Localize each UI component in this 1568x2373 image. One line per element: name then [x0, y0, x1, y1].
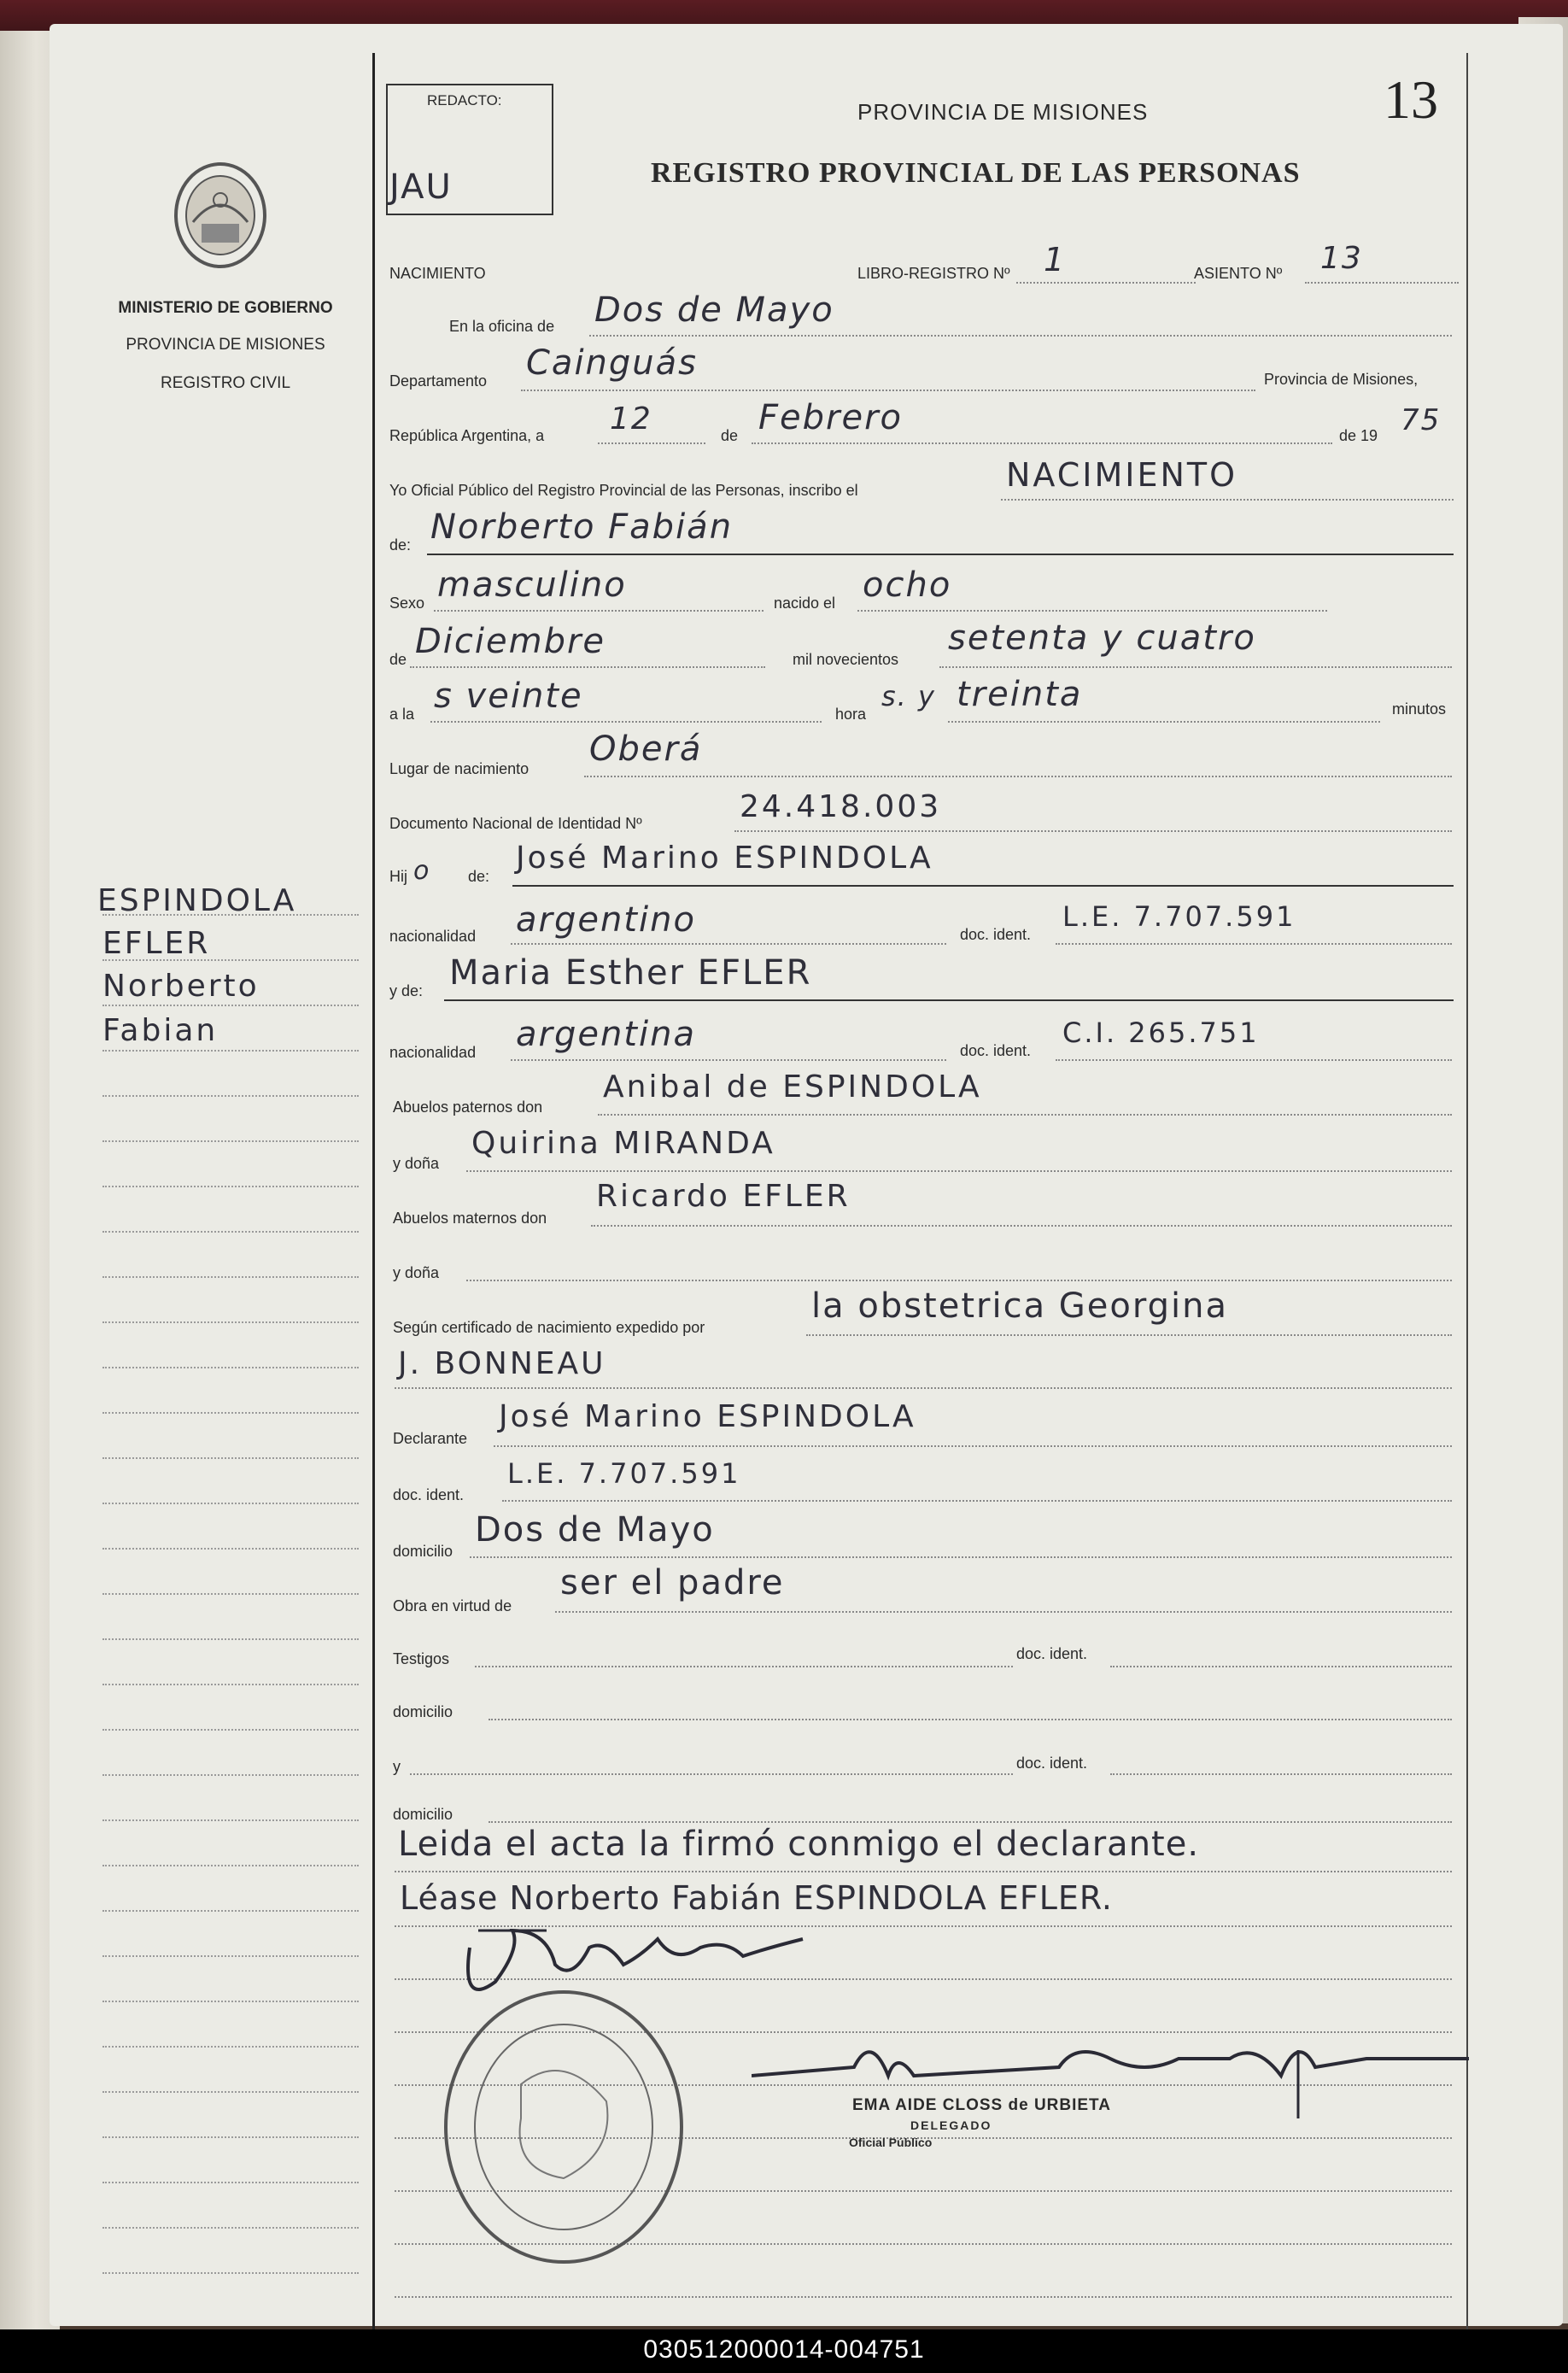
- abuela-mat-label: y doña: [393, 1264, 440, 1281]
- madre-nac-value: argentina: [516, 1015, 696, 1054]
- lugar-label: Lugar de nacimiento: [389, 760, 529, 777]
- asiento-value: 13: [1320, 241, 1363, 276]
- declarante-value: José Marino ESPINDOLA: [499, 1399, 916, 1434]
- abuelo-pat-value: Anibal de ESPINDOLA: [603, 1069, 982, 1104]
- oficina-dots: [589, 335, 1452, 337]
- sidebar-ruled-line: [102, 1865, 359, 1866]
- padre-nac-value: argentino: [516, 900, 696, 940]
- sidebar-registry: REGISTRO CIVIL: [160, 374, 291, 392]
- sidebar-ruled-line: [102, 2136, 359, 2138]
- obra-dots: [555, 1611, 1452, 1613]
- sidebar-ruled-line: [102, 1321, 359, 1323]
- nombre-de-label: de:: [389, 536, 412, 554]
- sidebar-ruled-line: [102, 2091, 359, 2093]
- nacido-value: ocho: [863, 565, 952, 605]
- province-heading: PROVINCIA DE MISIONES: [857, 99, 1149, 125]
- madre-doc-dots: [1056, 1059, 1452, 1061]
- obra-label: Obra en virtud de: [393, 1597, 512, 1614]
- certificado-dots-2: [395, 1387, 1452, 1389]
- minutos-value: treinta: [957, 675, 1083, 714]
- a-las-value: s veinte: [434, 677, 583, 716]
- minutos-dots: [948, 721, 1380, 723]
- oficial-text: Yo Oficial Público del Registro Provincial de las Personas, inscribo el: [389, 482, 858, 499]
- testigos-doc-dots: [1110, 1666, 1452, 1667]
- hijo-suffix: o: [413, 856, 431, 886]
- sidebar-ruled-line: [102, 1819, 359, 1821]
- madre-doc-label: doc. ident.: [960, 1042, 1032, 1059]
- madre-doc-value: C.I. 265.751: [1062, 1017, 1260, 1049]
- madre-underline: [444, 999, 1454, 1001]
- lugar-dots: [584, 776, 1452, 777]
- sidebar-ruled-line: [102, 2182, 359, 2183]
- testigos-domicilio-label: domicilio: [393, 1703, 453, 1720]
- departamento-dots: [521, 390, 1255, 391]
- libro-label: LIBRO-REGISTRO Nº: [857, 265, 1010, 282]
- dni-label: Documento Nacional de Identidad Nº: [389, 815, 642, 832]
- official-stamp-line-1: EMA AIDE CLOSS de URBIETA: [852, 2096, 1111, 2114]
- sidebar-ruled-line: [102, 1503, 359, 1504]
- sidebar-name-line-4: Fabian: [102, 1013, 219, 1048]
- nacido-mes-dots: [410, 666, 765, 668]
- decl-doc-label: doc. ident.: [393, 1486, 465, 1503]
- dni-value: 24.418.003: [740, 789, 942, 824]
- sidebar-ruled-line: [102, 1548, 359, 1550]
- registry-title: REGISTRO PROVINCIAL DE LAS PERSONAS: [651, 157, 1301, 189]
- testigos-y-dots: [410, 1773, 1013, 1775]
- hijo-de-label: de:: [468, 868, 490, 885]
- decl-doc-dots: [502, 1500, 1452, 1502]
- sidebar-ruled-line: [102, 1050, 359, 1052]
- nacido-dots: [857, 610, 1327, 612]
- sidebar-ruled-line: [102, 1955, 359, 1957]
- sexo-value: masculino: [437, 565, 627, 605]
- asiento-dots: [1305, 282, 1459, 284]
- sidebar-name-line-1: ESPINDOLA: [97, 883, 297, 918]
- sidebar-ruled-line: [102, 2272, 359, 2274]
- official-stamp-line-2: DELEGADO: [910, 2118, 992, 2132]
- oficina-value: Dos de Mayo: [594, 290, 834, 330]
- horas-suffix: s. y: [881, 680, 936, 712]
- testigos-domicilio-dots: [489, 1719, 1452, 1720]
- sidebar-ruled-line: [102, 1231, 359, 1233]
- sidebar-ruled-line: [102, 1910, 359, 1912]
- archive-id: 030512000014-004751: [643, 2335, 925, 2364]
- official-stamp-line-3: Oficial Público: [849, 2136, 933, 2149]
- libro-value: 1: [1044, 241, 1067, 278]
- a-las-dots: [430, 721, 822, 723]
- dni-dots: [734, 830, 1452, 832]
- obra-value: ser el padre: [560, 1563, 785, 1603]
- padre-doc-value: L.E. 7.707.591: [1062, 900, 1296, 933]
- sidebar-ruled-line: [102, 1457, 359, 1459]
- domicilio-label: domicilio: [393, 1543, 453, 1560]
- madre-label: y de:: [389, 982, 424, 999]
- day-dots: [598, 442, 705, 444]
- sidebar-ruled-line: [102, 1593, 359, 1595]
- abuelo-mat-value: Ricardo EFLER: [596, 1179, 851, 1214]
- testigos-y-label: y: [393, 1758, 401, 1775]
- abuela-pat-label: y doña: [393, 1155, 440, 1172]
- sidebar-ruled-line: [102, 1638, 359, 1640]
- sidebar-ruled-line: [102, 1774, 359, 1776]
- sidebar-ruled-line: [102, 1684, 359, 1685]
- padre-nac-dots: [511, 943, 946, 945]
- sidebar-province: PROVINCIA DE MISIONES: [126, 336, 325, 354]
- sidebar-ruled-line: [102, 2046, 359, 2048]
- sidebar-ruled-line: [102, 1367, 359, 1368]
- departamento-value: Cainguás: [526, 343, 698, 383]
- month-value: Febrero: [758, 398, 903, 437]
- madre-value: Maria Esther EFLER: [449, 953, 812, 993]
- page-number: 13: [1384, 69, 1438, 130]
- record-type-label: NACIMIENTO: [389, 265, 486, 282]
- lugar-value: Oberá: [589, 729, 703, 769]
- abuelo-pat-dots: [598, 1114, 1452, 1116]
- redacto-label: REDACTO:: [427, 92, 502, 108]
- nota-line-1: Leida el acta la firmó conmigo el declarante.: [398, 1825, 1200, 1864]
- testigos-domicilio-2-label: domicilio: [393, 1806, 453, 1823]
- form-ruled-line: [395, 2296, 1452, 2298]
- sidebar-ruled-line: [102, 1729, 359, 1731]
- redacto-initials: JAU: [389, 167, 453, 207]
- sidebar-ruled-line: [102, 1276, 359, 1278]
- departamento-label: Departamento: [389, 372, 488, 390]
- testigos-domicilio-2-dots: [489, 1821, 1452, 1823]
- abuelo-mat-dots: [591, 1225, 1452, 1227]
- declarante-label: Declarante: [393, 1430, 468, 1447]
- day-value: 12: [610, 401, 652, 437]
- provincia-label: Provincia de Misiones,: [1264, 371, 1419, 388]
- abuelos-pat-label: Abuelos paternos don: [393, 1099, 543, 1116]
- mil-dots: [939, 666, 1452, 668]
- padre-doc-label: doc. ident.: [960, 926, 1032, 943]
- nacido-mes-value: Diciembre: [415, 622, 606, 661]
- sexo-label: Sexo: [389, 595, 425, 612]
- hijo-label: Hij: [389, 868, 407, 885]
- nacido-label: nacido el: [774, 595, 836, 612]
- padre-underline: [512, 885, 1454, 887]
- decl-doc-value: L.E. 7.707.591: [507, 1457, 741, 1490]
- nacido-mes-de-label: de: [389, 651, 407, 668]
- sidebar-ruled-line: [102, 2001, 359, 2002]
- abuela-pat-value: Quirina MIRANDA: [471, 1126, 775, 1161]
- testigos-doc-label: doc. ident.: [1016, 1645, 1088, 1662]
- domicilio-value: Dos de Mayo: [475, 1510, 715, 1550]
- sidebar-name-line-2: EFLER: [102, 926, 211, 961]
- testigos-dots: [475, 1666, 1013, 1667]
- mil-value: setenta y cuatro: [948, 618, 1256, 658]
- certificado-dots: [806, 1334, 1452, 1336]
- nombre-value: Norberto Fabián: [430, 507, 734, 547]
- official-seal: [427, 1982, 700, 2272]
- minutos-label: minutos: [1392, 700, 1447, 718]
- sidebar-name-line-3: Norberto: [102, 969, 260, 1004]
- declarante-dots: [494, 1445, 1452, 1447]
- sidebar-ruled-line: [102, 959, 359, 961]
- sidebar-ministry: MINISTERIO DE GOBIERNO: [118, 299, 333, 317]
- asiento-label: ASIENTO Nº: [1194, 265, 1283, 282]
- padre-nac-label: nacionalidad: [389, 928, 477, 945]
- sidebar-ruled-line: [102, 1005, 359, 1006]
- inscribo-value: NACIMIENTO: [1006, 456, 1238, 494]
- abuelos-mat-label: Abuelos maternos don: [393, 1210, 547, 1227]
- month-de-label: de: [721, 427, 739, 444]
- libro-dots: [1016, 282, 1196, 284]
- padre-value: José Marino ESPINDOLA: [516, 841, 933, 876]
- month-dots: [752, 442, 1332, 444]
- sexo-dots: [434, 610, 764, 612]
- coat-of-arms-icon: [167, 162, 273, 273]
- abuela-mat-dots: [466, 1280, 1452, 1281]
- inscribo-dots: [1001, 499, 1454, 501]
- madre-nac-label: nacionalidad: [389, 1044, 477, 1061]
- nota-dots-1: [395, 1871, 1452, 1872]
- abuela-pat-dots: [466, 1170, 1452, 1172]
- oficina-label: En la oficina de: [449, 318, 555, 335]
- certificado-value: la obstetrica Georgina: [811, 1286, 1228, 1326]
- madre-nac-dots: [511, 1059, 946, 1061]
- nombre-underline: [427, 554, 1454, 555]
- certificado-value-2: J. BONNEAU: [398, 1346, 606, 1381]
- a-las-label: a la: [389, 706, 415, 723]
- padre-doc-dots: [1056, 943, 1452, 945]
- testigos-y-doc-label: doc. ident.: [1016, 1755, 1088, 1772]
- mil-label: mil novecientos: [793, 651, 899, 668]
- sidebar-ruled-line: [102, 1412, 359, 1414]
- sidebar-ruled-line: [102, 2227, 359, 2229]
- year-prefix: de 19: [1339, 427, 1378, 444]
- year-value: 75: [1401, 403, 1442, 437]
- testigos-y-doc-dots: [1110, 1773, 1452, 1775]
- testigos-label: Testigos: [393, 1650, 450, 1667]
- sidebar-ruled-line: [102, 1186, 359, 1187]
- sidebar-ruled-line: [102, 1140, 359, 1142]
- republica-label: República Argentina, a: [389, 427, 545, 444]
- sidebar-ruled-line: [102, 914, 359, 916]
- sidebar-ruled-line: [102, 1095, 359, 1097]
- nota-line-2: Léase Norberto Fabián ESPINDOLA EFLER.: [400, 1879, 1113, 1917]
- domicilio-dots: [470, 1556, 1452, 1558]
- horas-label: hora: [835, 706, 867, 723]
- certificado-label: Según certificado de nacimiento expedido por: [393, 1319, 705, 1336]
